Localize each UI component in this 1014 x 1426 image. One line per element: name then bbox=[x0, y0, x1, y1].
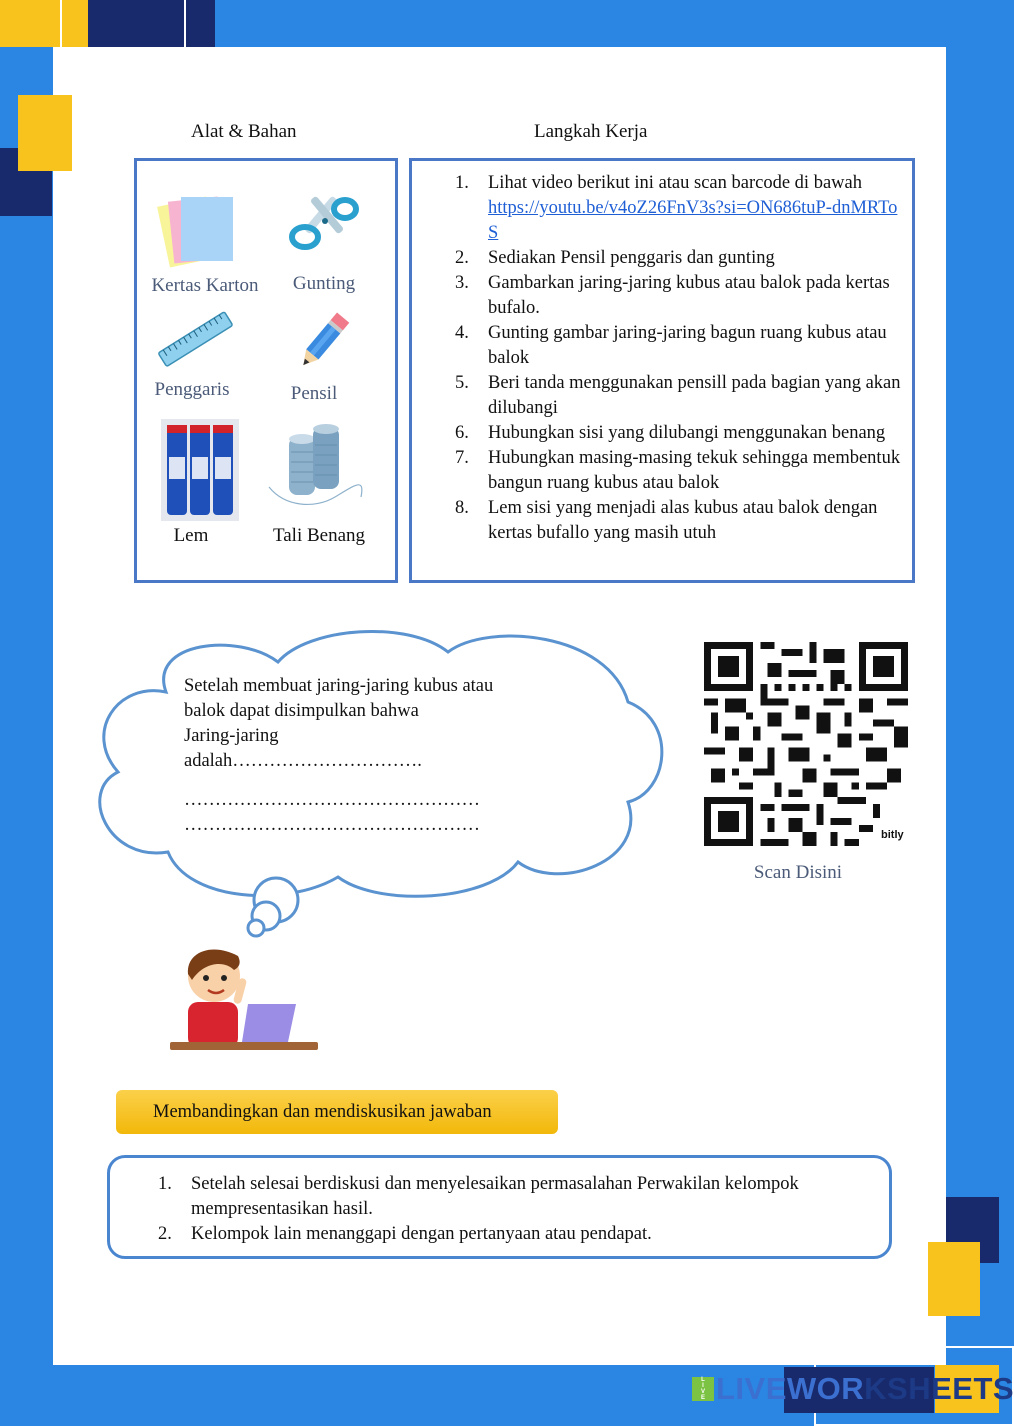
thread-spool-icon bbox=[265, 417, 369, 513]
material-label-pensil: Pensil bbox=[290, 383, 338, 404]
materials-title: Alat & Bahan bbox=[191, 121, 297, 142]
step-item: 2. Sediakan Pensil penggaris dan gunting bbox=[455, 248, 775, 268]
left-yellow-block bbox=[18, 95, 72, 171]
materials-box bbox=[134, 158, 398, 583]
cloud-answer-line[interactable]: ………………………………………… bbox=[184, 815, 480, 835]
steps-title: Langkah Kerja bbox=[534, 121, 648, 142]
step-item: 5. Beri tanda menggunakan pensill pada bagian yang akan dilubangi bbox=[455, 373, 901, 418]
ruler-icon bbox=[155, 307, 237, 373]
cloud-answer-line[interactable]: ………………………………………… bbox=[184, 790, 480, 810]
step-item: 7. Hubungkan masing-masing tekuk sehingga membentuk bangun ruang kubus atau balok bbox=[455, 448, 901, 493]
qr-code[interactable] bbox=[704, 642, 908, 846]
material-label-gunting: Gunting bbox=[292, 273, 356, 294]
step-text: Lihat video berikut ini atau scan barcode di bawah bbox=[488, 173, 862, 193]
material-label-lem: Lem bbox=[173, 525, 209, 546]
cloud-line: Jaring-jaring bbox=[184, 726, 279, 746]
cloud-line: Setelah membuat jaring-jaring kubus atau bbox=[184, 676, 494, 696]
qr-caption: Scan Disini bbox=[753, 862, 843, 883]
logo-text-part1: LIVEWOR bbox=[716, 1371, 865, 1406]
step-item: 3. Gambarkan jaring-jaring kubus atau balok pada kertas bufalo. bbox=[455, 273, 890, 318]
cloud-answer-line[interactable]: adalah…………………………. bbox=[184, 751, 422, 771]
liveworksheets-logo[interactable] bbox=[692, 1371, 1014, 1407]
step-text: Gambarkan jaring-jaring kubus atau balok pada kertas bufalo. bbox=[488, 273, 890, 318]
cloud-prompt bbox=[184, 674, 544, 838]
material-label-kertas-karton: Kertas Karton bbox=[151, 275, 259, 296]
steps-box bbox=[409, 158, 915, 583]
material-label-penggaris: Penggaris bbox=[154, 379, 230, 400]
step-item: 4. Gunting gambar jaring-jaring bagun ruang kubus atau balok bbox=[455, 323, 887, 368]
video-link[interactable]: https://youtu.be/v4oZ26FnV3s?si=ON686tuP-dnMRToS bbox=[488, 198, 898, 243]
discussion-box bbox=[107, 1155, 892, 1259]
discussion-list bbox=[158, 1172, 863, 1247]
paper-stack-icon bbox=[155, 189, 245, 269]
discussion-item: 2. Kelompok lain menanggapi dengan pertanyaan atau pendapat. bbox=[158, 1224, 652, 1244]
live-badge-icon bbox=[692, 1377, 714, 1401]
qr-brand: bitly bbox=[881, 829, 904, 841]
scissors-icon bbox=[287, 187, 367, 257]
step-text: Lem sisi yang menjadi alas kubus atau balok dengan kertas bufallo yang masih utuh bbox=[488, 498, 878, 543]
step-text: Sediakan Pensil penggaris dan gunting bbox=[488, 248, 775, 268]
steps-list bbox=[455, 171, 905, 546]
live-badge-text: LIVE bbox=[700, 1377, 706, 1401]
right-yellow-block bbox=[928, 1242, 980, 1316]
logo-text-part2: KSHEETS bbox=[864, 1371, 1014, 1406]
discussion-item: 1. Setelah selesai berdiskusi dan menyelesaikan permasalahan Perwakilan kelompok mempresentasikan hasil. bbox=[158, 1174, 799, 1219]
discussion-text: Setelah selesai berdiskusi dan menyelesaikan permasalahan Perwakilan kelompok mempresentasikan hasil. bbox=[191, 1174, 799, 1219]
step-item: 1. Lihat video berikut ini atau scan barcode di bawah https://youtu.be/v4oZ26FnV3s?si=ON686tuP-dnMRToS bbox=[455, 173, 898, 243]
cloud-line: balok dapat disimpulkan bahwa bbox=[184, 701, 419, 721]
step-item: 8. Lem sisi yang menjadi alas kubus atau balok dengan kertas bufallo yang masih utuh bbox=[455, 498, 878, 543]
step-item: 6. Hubungkan sisi yang dilubangi menggunakan benang bbox=[455, 423, 886, 443]
discussion-title: Membandingkan dan mendiskusikan jawaban bbox=[116, 1090, 558, 1134]
step-text: Hubungkan sisi yang dilubangi menggunakan benang bbox=[488, 423, 886, 443]
step-text: Beri tanda menggunakan pensill pada bagian yang akan dilubangi bbox=[488, 373, 901, 418]
step-text: Hubungkan masing-masing tekuk sehingga membentuk bangun ruang kubus atau balok bbox=[488, 448, 901, 493]
step-text: Gunting gambar jaring-jaring bagun ruang kubus atau balok bbox=[488, 323, 887, 368]
discussion-text: Kelompok lain menanggapi dengan pertanyaan atau pendapat. bbox=[191, 1224, 652, 1244]
pencil-icon bbox=[289, 309, 359, 375]
material-label-tali-benang: Tali Benang bbox=[272, 525, 366, 546]
student-illustration bbox=[168, 946, 320, 1054]
glue-stick-icon bbox=[161, 419, 239, 521]
